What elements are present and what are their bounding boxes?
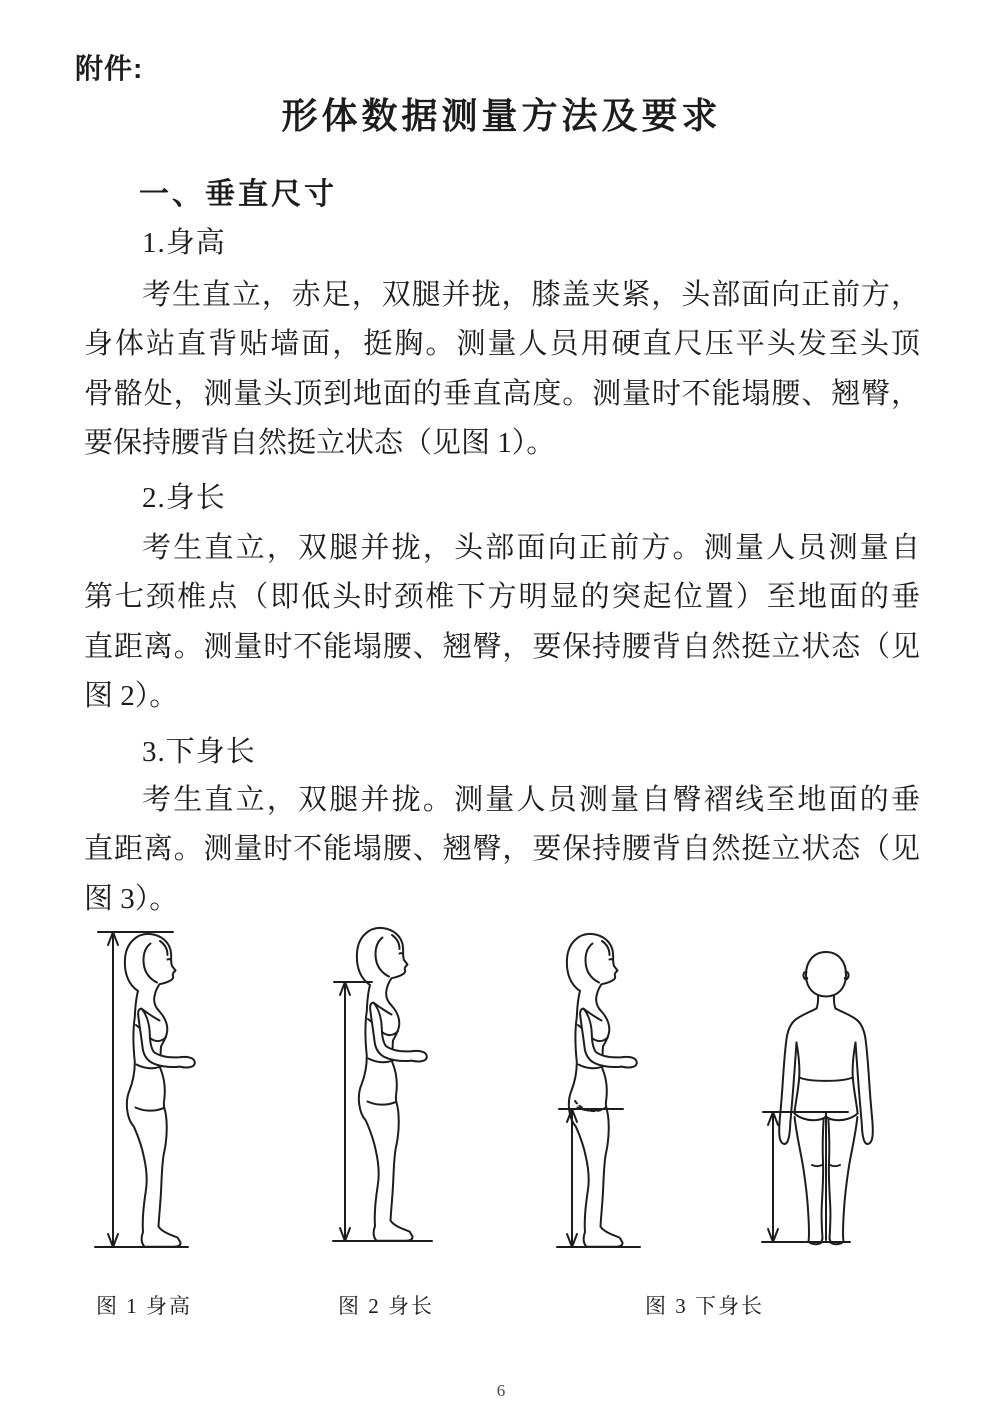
subheading-body-length: 2.身长 [142, 482, 226, 514]
text-line: 考生直立，赤足，双腿并拢，膝盖夹紧，头部面向正前方， [142, 279, 920, 311]
figure-2-body-length-diagram [330, 920, 465, 1250]
standing-side-figure [357, 928, 427, 1241]
subheading-lower-body-length: 3.下身长 [142, 736, 256, 768]
attachment-label: 附件: [75, 53, 144, 84]
measurement-arrow [340, 982, 350, 1241]
text-line: 图 2）。 [84, 680, 179, 713]
paragraph-lower-body-length [84, 776, 920, 924]
figure-back-view-diagram [750, 945, 885, 1257]
figure-1-height-diagram [85, 925, 220, 1255]
standing-side-figure [125, 934, 195, 1247]
figure-3-lower-body-length-diagram [555, 925, 695, 1255]
paragraph-body-length [84, 524, 920, 722]
standing-side-figure [567, 934, 637, 1247]
text-line: 考生直立，双腿并拢。测量人员测量自臀褶线至地面的垂 [142, 784, 920, 816]
measurement-arrow [108, 932, 118, 1247]
back-view-figure-hip-to-ground-arrow [762, 952, 873, 1244]
figure-caption-2: 图 2 身长 [338, 1294, 434, 1318]
text-line: 身体站直背贴墙面，挺胸。测量人员用硬直尺压平头发至头顶 [84, 328, 920, 361]
text-line: 要保持腰背自然挺立状态（见图 1）。 [84, 427, 556, 460]
text-line: 图 3）。 [84, 882, 179, 915]
paragraph-height [84, 271, 920, 469]
text-line: 考生直立，双腿并拢，头部面向正前方。测量人员测量自 [142, 532, 920, 564]
page-title: 形体数据测量方法及要求 [281, 95, 722, 136]
figure-caption-1: 图 1 身高 [96, 1294, 192, 1318]
text-line: 第七颈椎点（即低头时颈椎下方明显的突起位置）至地面的垂 [84, 581, 920, 614]
measurement-arrow [768, 1112, 778, 1242]
measurement-arrow [567, 1109, 577, 1247]
side-view-figure-neck-to-ground-arrow [333, 928, 432, 1241]
side-view-figure-hip-to-ground-arrow [557, 934, 640, 1247]
text-line: 骨骼处，测量头顶到地面的垂直高度。测量时不能塌腰、翘臀， [84, 377, 920, 410]
figure-caption-3: 图 3 下身长 [645, 1294, 764, 1318]
page-number: 6 [496, 1381, 507, 1400]
text-line: 直距离。测量时不能塌腰、翘臀，要保持腰背自然挺立状态（见 [84, 630, 920, 663]
subheading-height: 1.身高 [142, 227, 226, 259]
text-line: 直距离。测量时不能塌腰、翘臀，要保持腰背自然挺立状态（见 [84, 833, 920, 866]
side-view-figure-full-height-arrow [95, 932, 195, 1247]
section-heading-vertical-dimensions: 一、垂直尺寸 [139, 178, 337, 211]
